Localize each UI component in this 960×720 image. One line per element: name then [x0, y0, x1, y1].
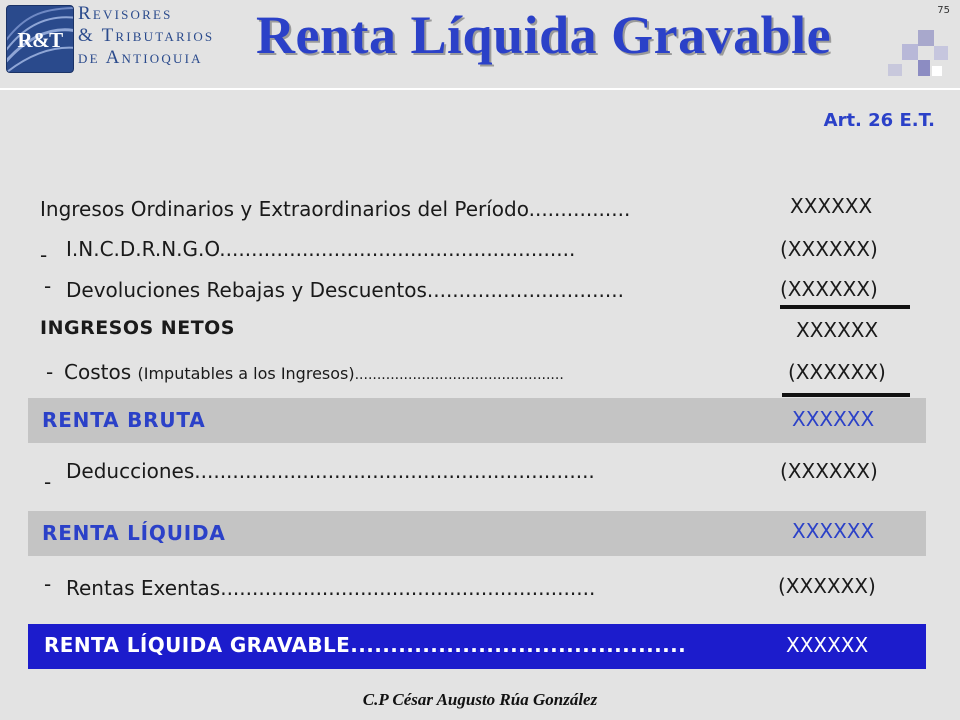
logo-line-1: Revisores [78, 3, 173, 24]
subtotal-underline [780, 305, 910, 309]
deducciones-label: Deducciones............................................................... [66, 459, 595, 483]
costos-value: (XXXXXX) [788, 360, 886, 384]
renta-bruta-label: RENTA BRUTA [42, 408, 206, 432]
costos-note: (Imputables a los Ingresos) [137, 364, 355, 383]
decor-square [932, 66, 942, 76]
decor-square [902, 44, 918, 60]
decor-square [888, 64, 902, 76]
logo-line-3: de Antioquia [78, 47, 203, 68]
decor-square [934, 46, 948, 60]
exentas-label: Rentas Exentas........................................................... [66, 576, 596, 600]
page-title: Renta Líquida Gravable [256, 5, 832, 65]
devoluciones-value: (XXXXXX) [780, 277, 878, 301]
exentas-sign: - [44, 572, 52, 596]
devoluciones-sign: - [44, 274, 52, 298]
ingresos-netos-value: XXXXXX [796, 318, 879, 342]
deducciones-value: (XXXXXX) [780, 459, 878, 483]
renta-liquida-gravable-label: RENTA LÍQUIDA GRAVABLE.......................................... [44, 633, 687, 657]
slide-number: 75 [937, 5, 950, 16]
incrngo-value: (XXXXXX) [780, 237, 878, 261]
ingresos-label: Ingresos Ordinarios y Extraordinarios del Período................ [40, 197, 631, 221]
ingresos-netos-label: INGRESOS NETOS [40, 317, 235, 339]
ingresos-value: XXXXXX [790, 194, 873, 218]
costos-row [64, 360, 564, 384]
deducciones-sign: - [44, 470, 52, 494]
exentas-value: (XXXXXX) [778, 574, 876, 598]
logo-line-2: & Tributarios [78, 25, 215, 46]
logo-monogram: R&T [17, 28, 63, 52]
renta-liquida-gravable-value: XXXXXX [786, 633, 869, 657]
incrngo-label: I.N.C.D.R.N.G.O........................................................ [66, 237, 576, 261]
decor-square [918, 60, 930, 76]
article-reference: Art. 26 E.T. [823, 110, 935, 131]
author-footer: C.P César Augusto Rúa González [362, 690, 598, 709]
renta-bruta-value: XXXXXX [792, 407, 875, 431]
costos-label: Costos [64, 360, 132, 384]
company-logo [6, 3, 234, 73]
devoluciones-label: Devoluciones Rebajas y Descuentos............................... [66, 278, 624, 302]
subtotal-underline [782, 393, 910, 397]
header-divider [0, 88, 960, 90]
decor-square [918, 30, 934, 46]
costos-dots: ............................................... [354, 367, 564, 383]
costos-sign: - [46, 360, 54, 384]
renta-liquida-value: XXXXXX [792, 519, 875, 543]
incrngo-sign: - [40, 243, 48, 267]
renta-liquida-label: RENTA LÍQUIDA [42, 521, 226, 545]
logo-badge [6, 5, 74, 73]
